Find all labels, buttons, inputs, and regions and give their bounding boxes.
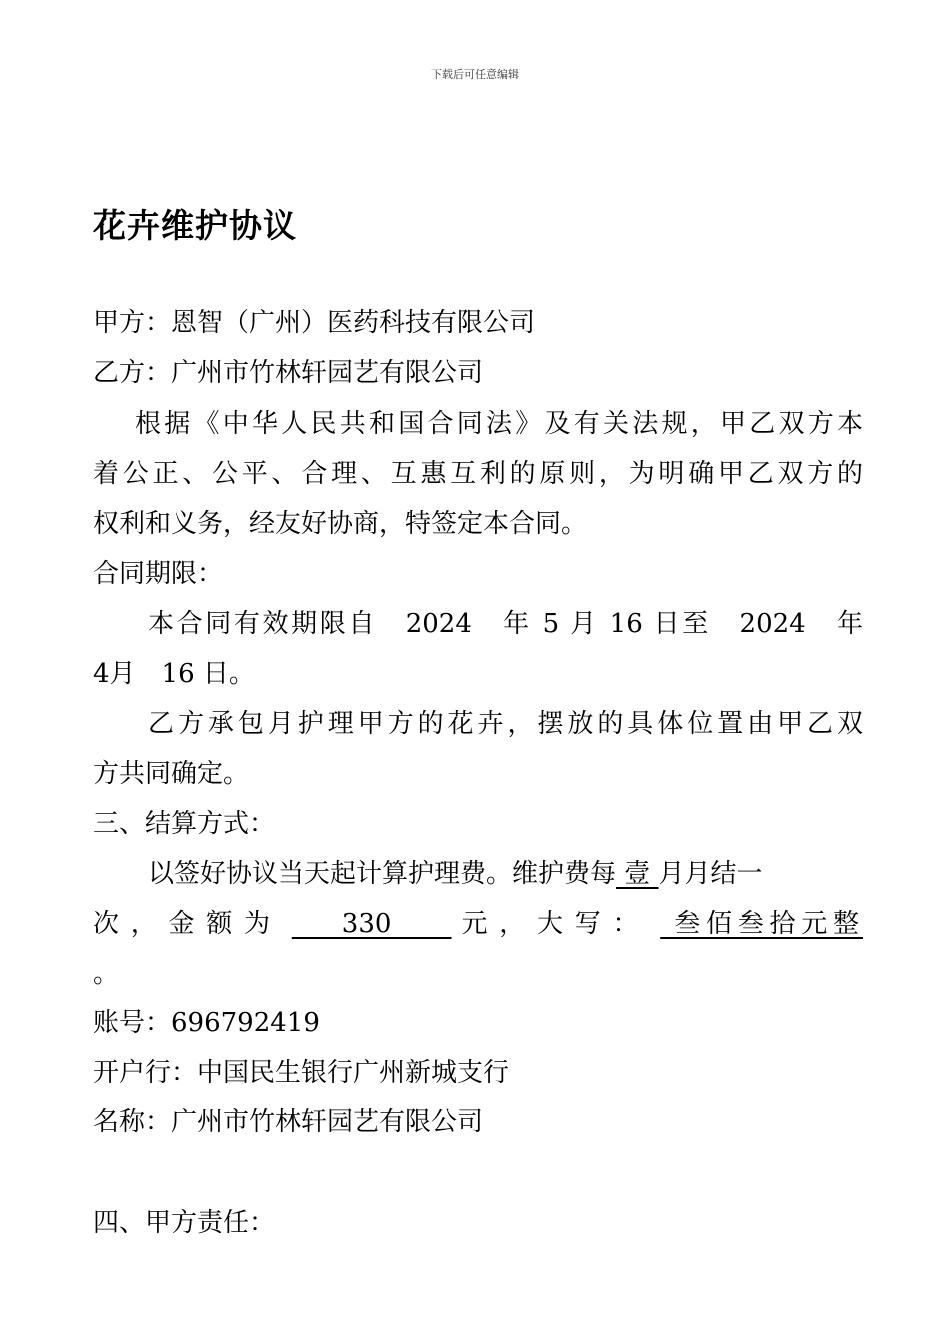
settlement-amount-words: 叁佰叁拾元整 xyxy=(660,909,864,939)
term-heading: 合同期限： xyxy=(93,559,224,589)
document-title: 花卉维护协议 xyxy=(93,206,297,245)
settlement-line-3: 。 xyxy=(93,959,120,989)
term-line-1: 本合同有效期限自 2024 年 5 月 16 日至 2024 年 xyxy=(148,609,863,639)
bank-account: 账号：696792419 xyxy=(93,1008,320,1038)
settlement-period: 壹 xyxy=(616,859,659,889)
settlement-text: 元，大写： xyxy=(461,909,651,939)
bank-branch: 开户行：中国民生银行广州新城支行 xyxy=(93,1058,510,1088)
settlement-line-1 xyxy=(93,857,863,891)
scope-line-1: 乙方承包月护理甲方的花卉，摆放的具体位置由甲乙双 xyxy=(148,709,863,739)
party-b: 乙方：广州市竹林轩园艺有限公司 xyxy=(93,358,484,388)
settlement-text: 月月结一 xyxy=(658,859,763,889)
settlement-heading: 三、结算方式： xyxy=(93,809,276,839)
preamble-line-3: 权利和义务，经友好协商，特签定本合同。 xyxy=(93,509,588,539)
bank-name: 名称：广州市竹林轩园艺有限公司 xyxy=(93,1107,484,1137)
settlement-text: 次，金额为 xyxy=(93,909,282,939)
scope-line-2: 方共同确定。 xyxy=(93,759,250,789)
settlement-text: 以签好协议当天起计算护理费。维护费每 xyxy=(148,859,617,889)
party-a: 甲方：恩智（广州）医药科技有限公司 xyxy=(93,308,536,338)
preamble-line-1: 根据《中华人民共和国合同法》及有关法规，甲乙双方本 xyxy=(135,409,863,439)
preamble-line-2: 着公正、公平、合理、互惠互利的原则，为明确甲乙双方的 xyxy=(93,459,863,489)
section-4-heading: 四、甲方责任： xyxy=(93,1208,276,1238)
term-line-2: 4月 16 日。 xyxy=(93,659,255,689)
settlement-amount: 330 xyxy=(291,909,452,939)
header-note: 下载后可任意编辑 xyxy=(431,68,519,81)
settlement-line-2 xyxy=(93,907,863,941)
